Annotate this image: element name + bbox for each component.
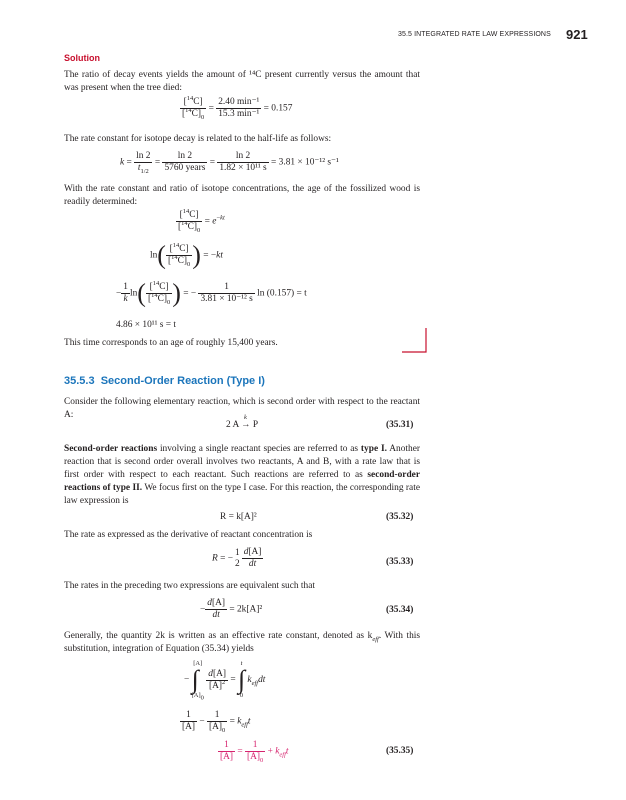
solution-label: Solution bbox=[64, 53, 100, 63]
reaction-rate-constant: k bbox=[244, 414, 247, 421]
equation-equivalence: − $\frac{d[A]}{dt}$ = 2k[A]² bbox=[200, 598, 263, 620]
solution-paragraph-3: With the rate constant and ratio of isotope concentrations, the age of the fossilized wood is readily determined: bbox=[64, 184, 420, 207]
equation-number-35-35: (35.35) bbox=[386, 746, 414, 756]
paragraph-5-tail: . With this substitution, integration of Equation (35.34) yields bbox=[64, 631, 421, 654]
ln-value: ln (0.157) = t bbox=[257, 288, 307, 299]
equation-integrated-step: $\frac{1}{[A]}$ − $\frac{1}{[A]_0}$ = $k_{eff}t$ bbox=[182, 710, 251, 734]
time-result: 4.86 × 10¹¹ s = t bbox=[116, 320, 176, 330]
equation-exponential: $\frac{[^{14}C]}{[^{14}C]_0}$ = $e^{-kt}$ bbox=[178, 207, 225, 234]
term-type-ii: second-order reactions of type II. bbox=[64, 470, 420, 493]
end-of-solution-mark bbox=[400, 326, 430, 356]
paragraph-2-text-b: Another reaction that is second order overall involves two reactants, A and B, with a rate law that is first order with respect to each reactant. Such reactions are referred to as bbox=[64, 444, 420, 480]
paragraph-5-subscript: eff bbox=[372, 635, 379, 643]
reaction-text: 2 A → P bbox=[226, 420, 259, 430]
term-type-i: type I. bbox=[360, 444, 387, 454]
paragraph-2-text-c: We focus first on the type I case. For this reaction, the corresponding rate law expression is bbox=[64, 483, 420, 506]
equation-number-35-32: (35.32) bbox=[386, 512, 414, 522]
equation-number-35-33: (35.33) bbox=[386, 557, 414, 567]
page-number: 921 bbox=[566, 27, 588, 42]
equation-solve-t: − $\frac{1}{k}$ ln( $\frac{[^{14}C]}{[^{14}C]_0}$ ) = − $\frac{1}{\text{3.81 × 10⁻¹² s}}$ ln (0.157) = t bbox=[116, 278, 307, 308]
half-life-years: 5760 years bbox=[164, 163, 206, 173]
section-paragraph-1: Consider the following elementary reaction, which is second order with respect to the reactant A: bbox=[64, 397, 420, 420]
solution-paragraph-4: This time corresponds to an age of roughly 15,400 years. bbox=[64, 338, 278, 348]
equation-number-35-31: (35.31) bbox=[386, 420, 414, 430]
paragraph-2-text-a: involving a single reactant species are referred to as bbox=[157, 444, 361, 454]
equation-second-order-integrated: $\frac{1}{[A]}$ = $\frac{1}{[A]_0}$ + $k_{eff}t$ bbox=[220, 740, 289, 764]
section-paragraph-4: The rates in the preceding two expressions are equivalent such that bbox=[64, 581, 315, 591]
section-paragraph-2 bbox=[64, 443, 420, 508]
reaction-equation bbox=[226, 414, 259, 431]
equation-integration: − [A] ∫ [A]0 $\frac{d[A]}{[A]^2}$ = t ∫ 0 $k_{eff}dt$ bbox=[184, 660, 266, 702]
term-second-order-reactions: Second-order reactions bbox=[64, 444, 158, 454]
solution-paragraph-2: The rate constant for isotope decay is related to the half-life as follows: bbox=[64, 134, 332, 144]
equation-number-35-34: (35.34) bbox=[386, 605, 414, 615]
running-header: 35.5 INTEGRATED RATE LAW EXPRESSIONS bbox=[398, 31, 551, 38]
ratio-denominator: 15.3 min⁻¹ bbox=[218, 109, 260, 119]
equation-rate-derivative: R = − 1 2 $\frac{d[A]}{dt}$ bbox=[212, 547, 262, 569]
section-title: Second-Order Reaction (Type I) bbox=[100, 375, 265, 387]
rate-constant-result: = 3.81 × 10⁻¹² s⁻¹ bbox=[271, 157, 339, 168]
equation-rate-law: R = k[A]² bbox=[220, 512, 257, 522]
section-paragraph-3: The rate as expressed as the derivative of reactant concentration is bbox=[64, 530, 313, 540]
rate-constant-denominator: 3.81 × 10⁻¹² s bbox=[200, 294, 253, 304]
solution-paragraph-1: The ratio of decay events yields the amount of ¹⁴C present currently versus the amount that was present when the tree died: bbox=[64, 70, 420, 93]
paragraph-5-text: Generally, the quantity 2k is written as an effective rate constant, denoted as k bbox=[64, 631, 373, 641]
equation-ratio: $\frac{[^{14}C]}{[^{14}C]_0}$ = $\frac{\text{2.40 min⁻¹}}{\text{15.3 min⁻¹}}$ = 0.157 bbox=[182, 94, 293, 121]
half-life-seconds: 1.82 × 10¹¹ s bbox=[219, 163, 267, 173]
ratio-result: = 0.157 bbox=[263, 103, 293, 114]
equation-ln-form: ln( $\frac{[^{14}C]}{[^{14}C]_0}$ ) = −kt bbox=[150, 240, 223, 270]
section-heading bbox=[64, 375, 265, 387]
equivalence-right-side: = 2k[A]² bbox=[229, 604, 263, 615]
section-number: 35.5.3 bbox=[64, 375, 95, 387]
section-paragraph-5 bbox=[64, 630, 420, 656]
equation-rate-constant: k = $\frac{\ln 2}{t_{1/2}}$ = $\frac{\ln 2}{\text{5760 years}}$ = $\frac{\ln 2}{\text{1.82 × 10¹¹ s}}$ = 3.81 × 10⁻¹² s⁻¹ bbox=[120, 151, 339, 175]
ratio-numerator: 2.40 min⁻¹ bbox=[218, 97, 260, 107]
